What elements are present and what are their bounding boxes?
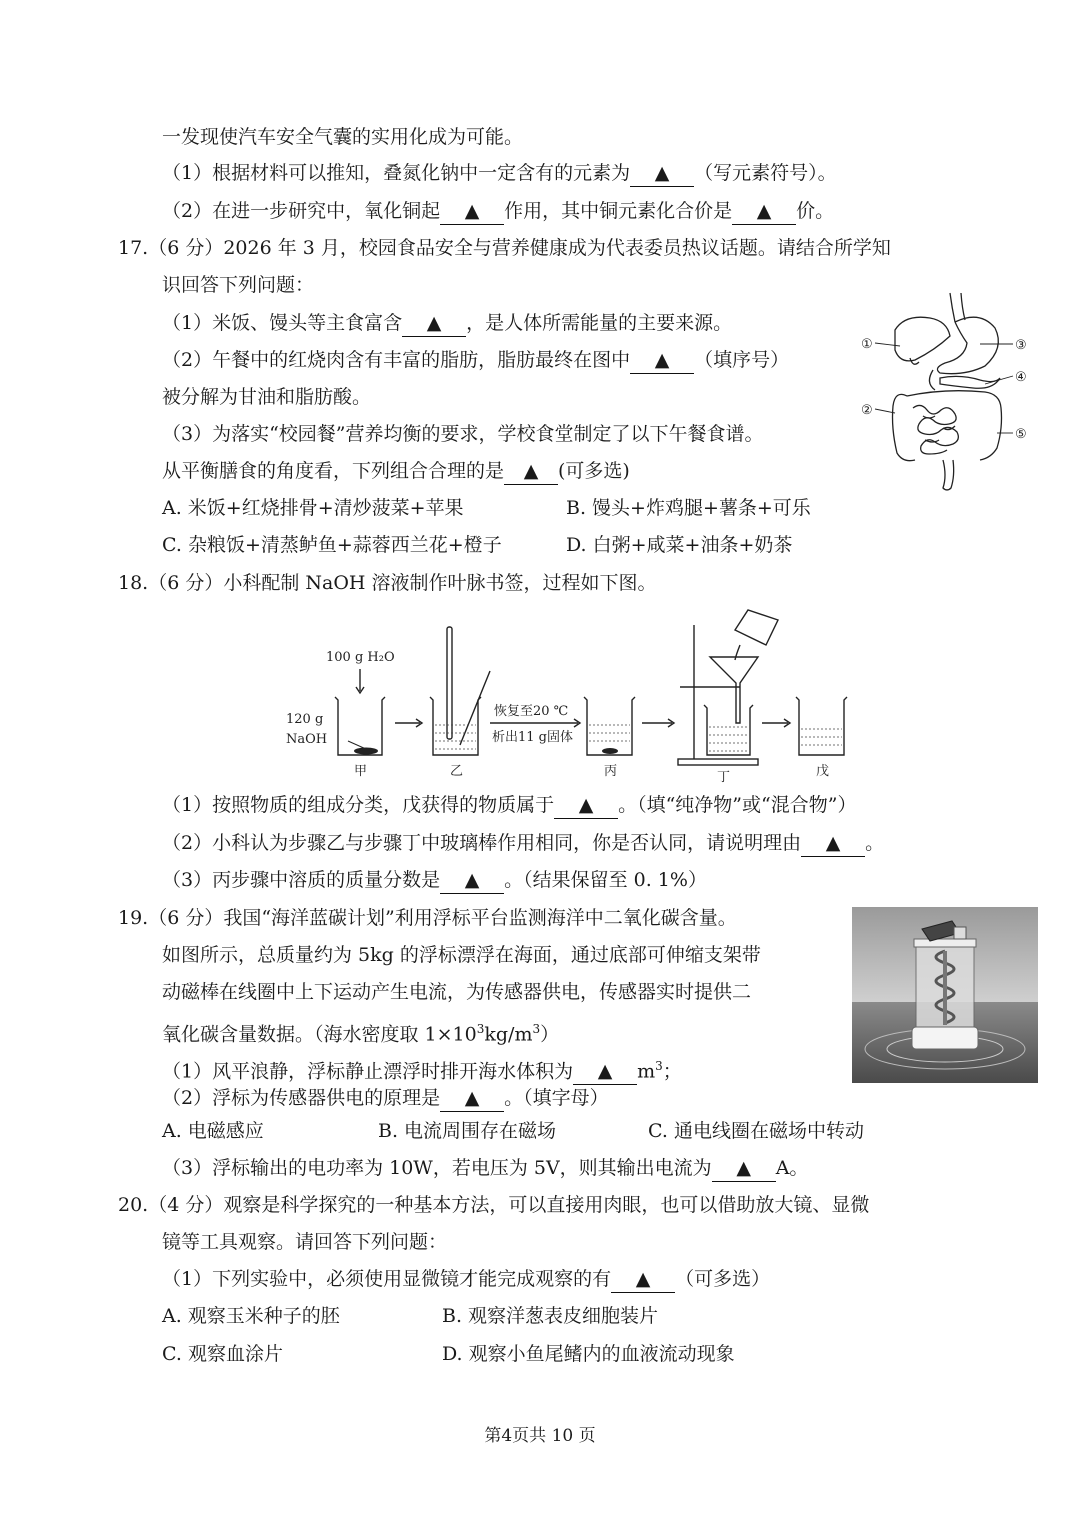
q19-option-c: C. 通电线圈在磁场中转动: [648, 1120, 864, 1142]
water-label: 100 g H₂O: [326, 650, 395, 665]
answer-blank[interactable]: ▲: [504, 458, 558, 485]
answer-blank[interactable]: ▲: [732, 198, 796, 225]
q18-sub3-text: （3）丙步骤中溶质的质量分数是: [162, 869, 441, 891]
step-label-jia: 甲: [354, 764, 368, 779]
q19-sub2: [162, 1085, 609, 1112]
q19-sub3: [162, 1155, 808, 1182]
q18-sub1-text: （1）按照物质的组成分类，戊获得的物质属于: [162, 794, 555, 816]
q19-option-a: A. 电磁感应: [162, 1120, 264, 1142]
q16-sub2-mid: 作用，其中铜元素化合价是: [504, 200, 733, 222]
q17-sub2-text: （2）午餐中的红烧肉含有丰富的脂肪，脂肪最终在图中: [162, 349, 631, 371]
q20-option-c: C. 观察血涂片: [162, 1343, 283, 1365]
q18-sub2: [162, 830, 884, 857]
organ-label-5: ⑤: [1015, 427, 1027, 442]
naoh-mass-label: 120 g: [286, 712, 324, 727]
q17-sub3-cont: [162, 458, 630, 485]
q18-sub3-tail: 。（结果保留至 0. 1%）: [504, 869, 707, 891]
organ-label-2: ②: [861, 403, 873, 418]
organ-label-3: ③: [1015, 338, 1027, 353]
q20-sub1-text: （1）下列实验中，必须使用显微镜才能完成观察的有: [162, 1268, 612, 1290]
q19-option-b: B. 电流周围存在磁场: [378, 1120, 557, 1142]
q18-sub2-text: （2）小科认为步骤乙与步骤丁中玻璃棒作用相同，你是否认同，请说明理由: [162, 832, 802, 854]
q17-option-d: D. 白粥+咸菜+油条+奶茶: [566, 534, 793, 556]
q17-sub3: （3）为落实“校园餐”营养均衡的要求，学校食堂制定了以下午餐食谱。: [162, 423, 764, 445]
answer-blank[interactable]: ▲: [611, 1266, 675, 1293]
step-label-bing: 丙: [604, 764, 618, 779]
q19-sub1: [162, 1053, 682, 1085]
q19-text-line3: 动磁棒在线圈中上下运动产生电流，为传感器供电，传感器实时提供二: [162, 981, 752, 1003]
q19-sub1-unit: m: [637, 1060, 656, 1083]
q17-sub2: [162, 347, 789, 374]
q17-sub3-tail: (可多选): [558, 460, 630, 482]
q17-sub1-tail: ，是人体所需能量的主要来源。: [466, 312, 733, 334]
q19-unit: kg/m: [484, 1023, 533, 1046]
answer-blank[interactable]: ▲: [630, 347, 694, 374]
answer-blank[interactable]: ▲: [440, 198, 504, 225]
organ-label-1: ①: [861, 337, 873, 352]
q17-heading-cont: 识回答下列问题：: [162, 274, 315, 296]
q19-heading: 19.（6 分）我国“海洋蓝碳计划”利用浮标平台监测海洋中二氧化碳含量。: [118, 907, 737, 929]
naoh-process-figure: [280, 605, 880, 787]
step-label-ding: 丁: [717, 770, 731, 785]
q16-continuation: 一发现使汽车安全气囊的实用化成为可能。: [162, 126, 524, 148]
q19-sub3-tail: A。: [775, 1157, 809, 1179]
answer-blank[interactable]: ▲: [712, 1155, 776, 1182]
digestive-system-figure: [855, 288, 1035, 498]
q20-sub1: [162, 1266, 770, 1293]
q19-text-line4: [162, 1016, 559, 1047]
q20-option-a: A. 观察玉米种子的胚: [162, 1305, 340, 1327]
q19-text-line2: 如图所示，总质量约为 5kg 的浮标漂浮在海面，通过底部可伸缩支架带: [162, 944, 761, 966]
q19-sub1-exp: 3: [655, 1059, 663, 1073]
q18-sub3: [162, 867, 707, 894]
q19-sub1-tail: ；: [662, 1060, 682, 1083]
q19-exp: 3: [476, 1022, 485, 1036]
q19-density-text: 氧化碳含量数据。（海水密度取 1×10: [162, 1023, 477, 1046]
cooling-note: 恢复至20 ℃: [494, 704, 569, 719]
page-footer: 第4页共 10 页: [484, 1426, 596, 1446]
q17-sub3-text: 从平衡膳食的角度看，下列组合合理的是: [162, 460, 505, 482]
q17-option-a: A. 米饭+红烧排骨+清炒菠菜+苹果: [162, 497, 464, 519]
q19-paren: ）: [540, 1023, 560, 1046]
q19-sub3-text: （3）浮标输出的电功率为 10W，若电压为 5V，则其输出电流为: [162, 1157, 712, 1179]
q18-sub1: [162, 792, 856, 819]
q17-heading: 17.（6 分）2026 年 3 月，校园食品安全与营养健康成为代表委员热议话题。请结合所学知: [118, 237, 891, 259]
q17-option-b: B. 馒头+炸鸡腿+薯条+可乐: [566, 497, 811, 519]
q20-heading-cont: 镜等工具观察。请回答下列问题：: [162, 1231, 448, 1253]
q16-sub1-text: （1）根据材料可以推知，叠氮化钠中一定含有的元素为: [162, 162, 631, 184]
q20-option-b: B. 观察洋葱表皮细胞装片: [442, 1305, 659, 1327]
q19-sub2-text: （2）浮标为传感器供电的原理是: [162, 1087, 441, 1109]
step-label-yi: 乙: [450, 764, 464, 779]
q20-sub1-tail: （可多选）: [675, 1268, 771, 1290]
answer-blank[interactable]: ▲: [554, 792, 618, 819]
answer-blank[interactable]: ▲: [440, 867, 504, 894]
q19-sub1-text: （1）风平浪静，浮标静止漂浮时排开海水体积为: [162, 1060, 574, 1083]
answer-blank[interactable]: ▲: [402, 310, 466, 337]
q18-sub1-tail: 。（填“纯净物”或“混合物”）: [618, 794, 857, 816]
answer-blank[interactable]: ▲: [440, 1085, 504, 1112]
q19-unit-exp: 3: [532, 1022, 541, 1036]
answer-blank[interactable]: ▲: [573, 1058, 637, 1085]
q16-sub1: [162, 160, 837, 187]
precipitate-note: 析出11 g固体: [492, 730, 573, 745]
q20-heading: 20.（4 分）观察是科学探究的一种基本方法，可以直接用肉眼，也可以借助放大镜、显微: [118, 1194, 870, 1216]
q19-sub2-tail: 。（填字母）: [504, 1087, 609, 1109]
q17-option-c: C. 杂粮饭+清蒸鲈鱼+蒜蓉西兰花+橙子: [162, 534, 502, 556]
organ-label-4: ④: [1015, 370, 1027, 385]
answer-blank[interactable]: ▲: [801, 830, 865, 857]
q17-sub2-tail: （填序号）: [694, 349, 790, 371]
q17-sub1-text: （1）米饭、馒头等主食富含: [162, 312, 403, 334]
step-label-wu: 戊: [816, 764, 830, 779]
q17-sub1: [162, 310, 732, 337]
answer-blank[interactable]: ▲: [630, 160, 694, 187]
q16-sub2: [162, 198, 834, 225]
q18-heading: 18.（6 分）小科配制 NaOH 溶液制作叶脉书签，过程如下图。: [118, 572, 657, 594]
q16-sub2-text: （2）在进一步研究中，氧化铜起: [162, 200, 441, 222]
buoy-photo: [852, 907, 1038, 1083]
q16-sub1-tail: （写元素符号）。: [694, 162, 837, 184]
naoh-label: NaOH: [286, 732, 328, 747]
q20-option-d: D. 观察小鱼尾鳍内的血液流动现象: [442, 1343, 735, 1365]
q17-sub2-cont: 被分解为甘油和脂肪酸。: [162, 386, 372, 408]
q18-sub2-tail: 。: [865, 832, 885, 854]
q16-sub2-tail: 价。: [796, 200, 835, 222]
